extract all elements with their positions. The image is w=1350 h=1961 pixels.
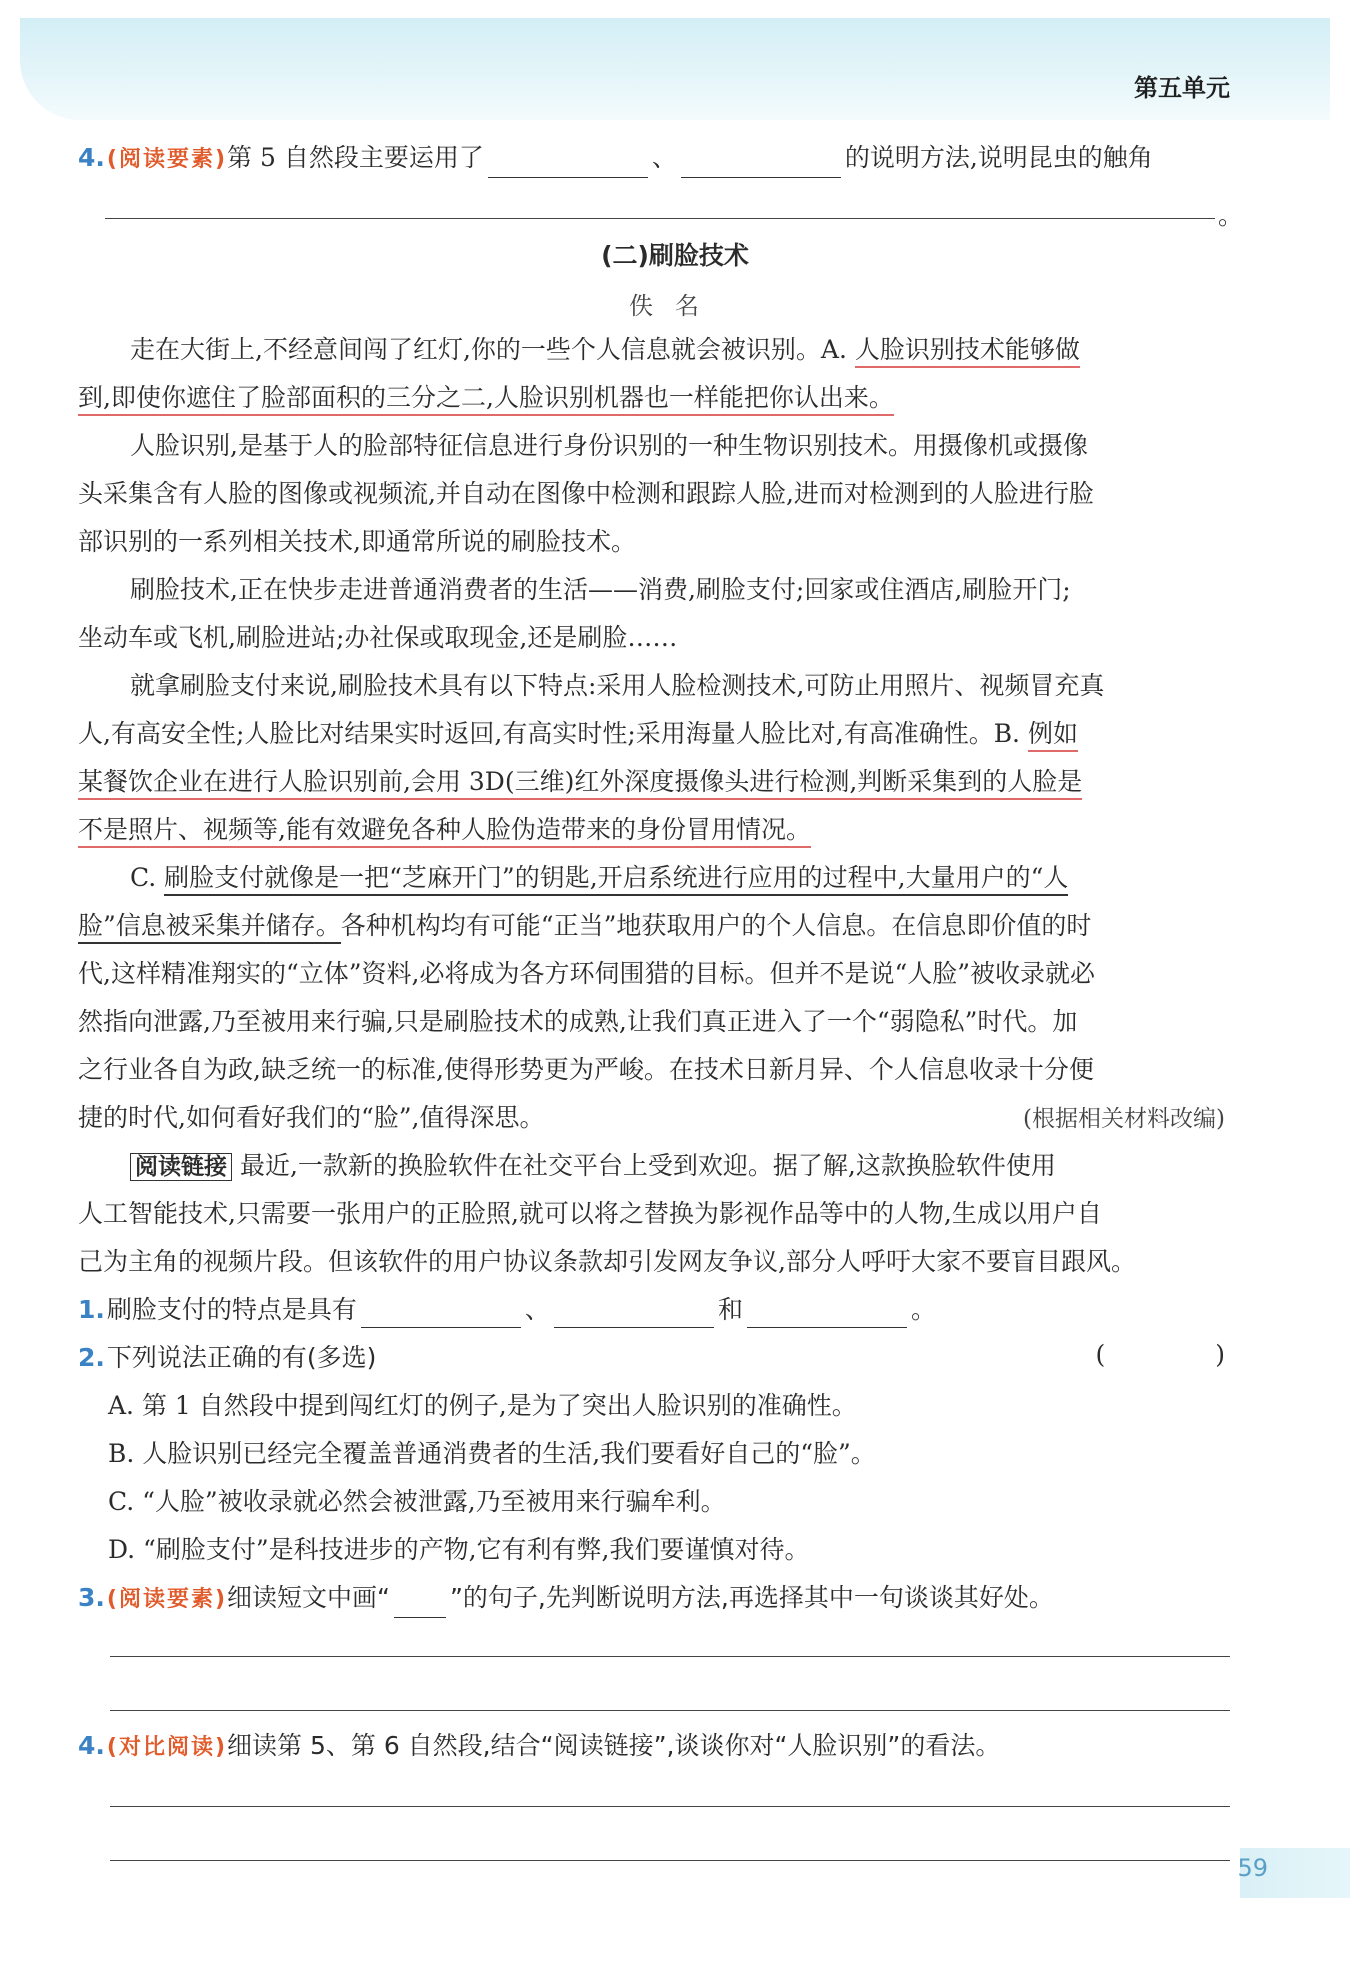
answer-line[interactable]	[105, 218, 1215, 219]
paragraph-line	[78, 380, 894, 416]
question-text: ”的句子,先判断说明方法,再选择其中一句谈谈其好处。	[449, 1583, 1054, 1612]
question-number: 2.	[78, 1343, 105, 1372]
option-b: B. 人脸识别已经完全覆盖普通消费者的生活,我们要看好自己的“脸”。	[108, 1439, 876, 1468]
paren-close: )	[1215, 1340, 1225, 1369]
answer-line[interactable]	[110, 1656, 1230, 1657]
paragraph-line: 捷的时代,如何看好我们的“脸”,值得深思。	[78, 1103, 545, 1132]
paragraph-line: 刷脸技术,正在快步走进普通消费者的生活——消费,刷脸支付;回家或住酒店,刷脸开门;	[130, 575, 1071, 604]
question-2	[78, 1340, 376, 1376]
option-d: D. “刷脸支付”是科技进步的产物,它有利有弊,我们要谨慎对待。	[108, 1535, 810, 1564]
page-number: 59	[1237, 1854, 1268, 1882]
article-title: (二)刷脸技术	[601, 241, 749, 270]
paragraph-line: 部识别的一系列相关技术,即通常所说的刷脸技术。	[78, 527, 636, 556]
paragraph-line: 人脸识别,是基于人的脸部特征信息进行身份识别的一种生物识别技术。用摄像机或摄像	[130, 431, 1088, 460]
separator: 、	[524, 1295, 550, 1324]
answer-parentheses[interactable]	[1095, 1340, 1225, 1369]
answer-blank[interactable]	[681, 149, 841, 178]
underlined-sentence: 例如	[1028, 719, 1078, 752]
paragraph-line: 代,这样精准翔实的“立体”资料,必将成为各方环伺围猎的目标。但并不是说“人脸”被收录就必	[78, 959, 1096, 988]
question-text: 的说明方法,说明昆虫的触角	[844, 143, 1153, 172]
question-text: 细读第 5、第 6 自然段,结合“阅读链接”,谈谈你对“人脸识别”的看法。	[227, 1731, 1001, 1760]
question-tag: (阅读要素)	[106, 1587, 228, 1612]
connector: 和	[717, 1295, 743, 1324]
answer-blank[interactable]	[488, 149, 648, 178]
reading-link-line: 己为主角的视频片段。但该软件的用户协议条款却引发网友争议,部分人呼吁大家不要盲目跟风。	[78, 1247, 1136, 1276]
source-note: (根据相关材料改编)	[1023, 1106, 1225, 1132]
question-3	[78, 1580, 1054, 1618]
question-number: 4.	[78, 1731, 105, 1760]
paragraph-line: 之行业各自为政,缺乏统一的标准,使得形势更为严峻。在技术日新月异、个人信息收录十分便	[78, 1055, 1094, 1084]
underlined-sentence: 脸”信息被采集并储存。	[78, 911, 341, 944]
answer-line[interactable]	[110, 1806, 1230, 1807]
reading-link-line: 人工智能技术,只需要一张用户的正脸照,就可以将之替换为影视作品等中的人物,生成以用户自	[78, 1199, 1102, 1228]
paragraph-line	[78, 908, 1091, 944]
paragraph-line: 头采集含有人脸的图像或视频流,并自动在图像中检测和跟踪人脸,进而对检测到的人脸进行脸	[78, 479, 1094, 508]
underlined-sentence: 人脸识别技术能够做	[855, 335, 1080, 368]
paren-open: (	[1095, 1340, 1106, 1369]
paragraph-line	[78, 716, 1078, 752]
paragraph-line	[78, 812, 811, 848]
separator: 、	[651, 143, 677, 172]
underlined-sentence: 刷脸支付就像是一把“芝麻开门”的钥匙,开启系统进行应用的过程中,大量用户的“人	[164, 863, 1068, 896]
underlined-sentence: 不是照片、视频等,能有效避免各种人脸伪造带来的身份冒用情况。	[78, 815, 811, 848]
underline-mark	[394, 1595, 446, 1618]
question-tag: (阅读要素)	[106, 147, 228, 172]
question-4-top	[78, 140, 1153, 178]
text: 走在大街上,不经意间闯了红灯,你的一些个人信息就会被识别。A.	[130, 335, 855, 364]
reading-link-label: 阅读链接	[130, 1153, 232, 1181]
unit-title: 第五单元	[1134, 74, 1230, 102]
question-number: 1.	[78, 1295, 105, 1324]
answer-line[interactable]	[110, 1860, 1230, 1861]
answer-blank[interactable]	[554, 1299, 714, 1328]
paragraph-line: 然指向泄露,乃至被用来行骗,只是刷脸技术的成熟,让我们真正进入了一个“弱隐私”时代。加	[78, 1007, 1078, 1036]
text: 各种机构均有可能“正当”地获取用户的个人信息。在信息即价值的时	[340, 911, 1092, 940]
question-number: 4.	[78, 143, 105, 172]
period-mark: 。	[910, 1295, 936, 1324]
article-author: 佚名	[629, 292, 721, 320]
answer-line[interactable]	[110, 1710, 1230, 1711]
question-number: 3.	[78, 1583, 105, 1612]
answer-blank[interactable]	[361, 1299, 521, 1328]
question-text: 下列说法正确的有(多选)	[106, 1343, 377, 1372]
option-a: A. 第 1 自然段中提到闯红灯的例子,是为了突出人脸识别的准确性。	[108, 1391, 857, 1420]
paragraph-line: 坐动车或飞机,刷脸进站;办社保或取现金,还是刷脸……	[78, 623, 678, 652]
paragraph-line	[78, 764, 1082, 800]
paragraph-line	[130, 332, 1080, 368]
text: C.	[130, 863, 165, 892]
question-text: 刷脸支付的特点是具有	[106, 1295, 357, 1324]
period-mark: 。	[1218, 201, 1244, 230]
question-text: 第 5 自然段主要运用了	[227, 143, 484, 172]
paragraph-line: 就拿刷脸支付来说,刷脸技术具有以下特点:采用人脸检测技术,可防止用照片、视频冒充真	[130, 671, 1105, 700]
question-1	[78, 1292, 936, 1328]
question-tag: (对比阅读)	[106, 1735, 228, 1760]
reading-link-line	[130, 1148, 1056, 1185]
underlined-sentence: 到,即使你遮住了脸部面积的三分之二,人脸识别机器也一样能把你认出来。	[78, 383, 894, 416]
answer-blank[interactable]	[747, 1299, 907, 1328]
text: 最近,一款新的换脸软件在社交平台上受到欢迎。据了解,这款换脸软件使用	[239, 1151, 1056, 1180]
question-text: 细读短文中画“	[227, 1583, 390, 1612]
underlined-sentence: 某餐饮企业在进行人脸识别前,会用 3D(三维)红外深度摄像头进行检测,判断采集到的人脸是	[78, 767, 1082, 800]
paragraph-line	[130, 860, 1068, 896]
option-c: C. “人脸”被收录就必然会被泄露,乃至被用来行骗牟利。	[108, 1487, 726, 1516]
question-4	[78, 1728, 1000, 1766]
text: 人,有高安全性;人脸比对结果实时返回,有高实时性;采用海量人脸比对,有高准确性。B.	[78, 719, 1028, 748]
